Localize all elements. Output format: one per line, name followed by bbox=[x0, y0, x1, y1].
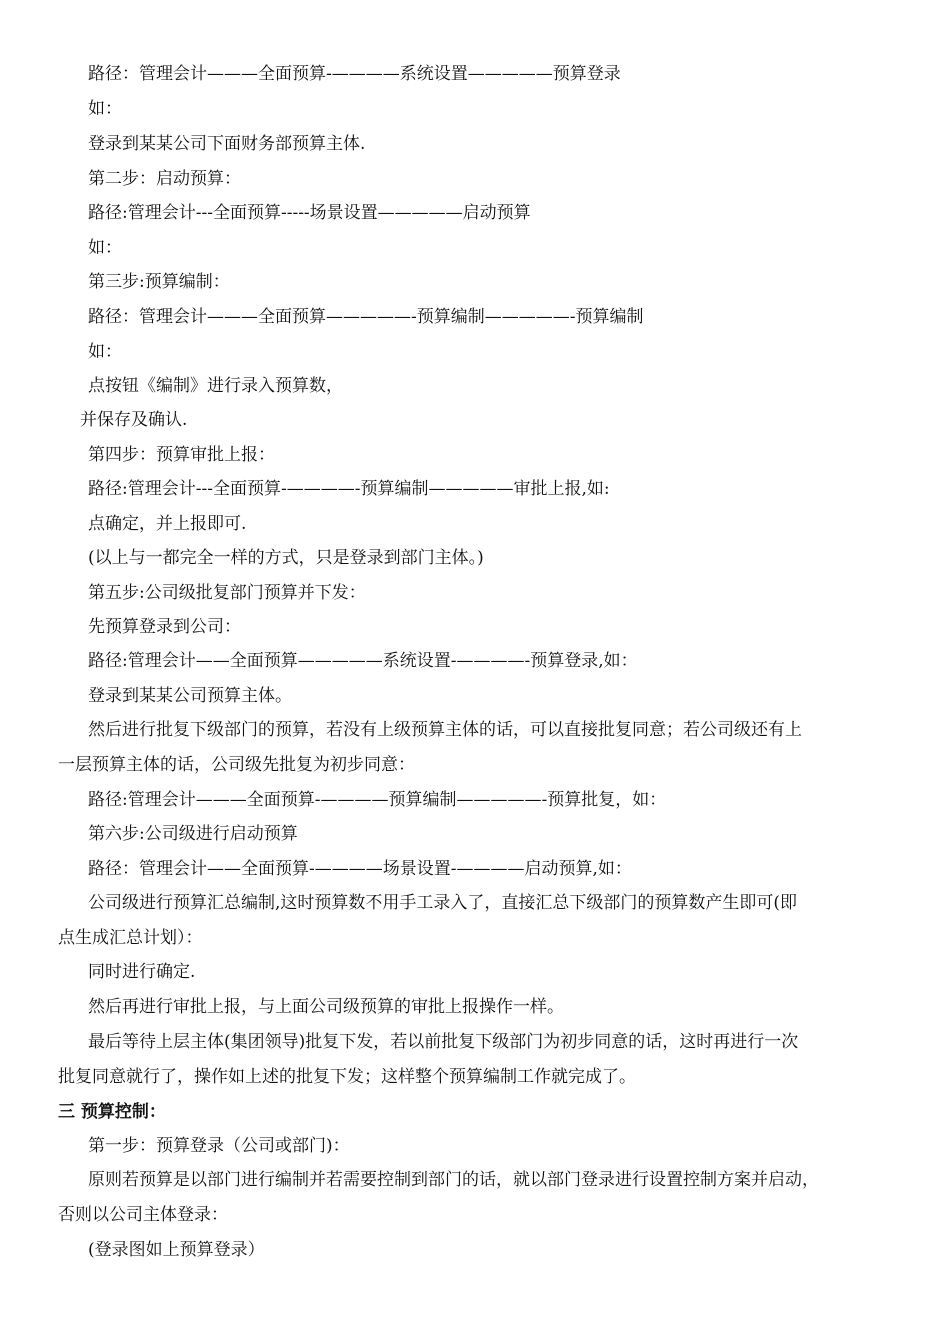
paragraph bbox=[0, 1168, 894, 1227]
example-label: 如： bbox=[88, 342, 122, 362]
step-heading: 第四步：预算审批上报： bbox=[88, 445, 275, 465]
path-budget-login: 路径：管理会计———全面预算-————系统设置—————预算登录 bbox=[88, 64, 621, 84]
paragraph-line: 公司级进行预算汇总编制,这时预算数不用手工录入了，直接汇总下级部门的预算数产生即可(即 bbox=[88, 893, 798, 913]
text-line: 并保存及确认. bbox=[80, 410, 188, 430]
paragraph-line: 然后进行批复下级部门的预算，若没有上级预算主体的话，可以直接批复同意；若公司级还有上 bbox=[88, 720, 802, 740]
step-heading: 第二步：启动预算： bbox=[88, 169, 241, 189]
paragraph-line: 批复同意就行了，操作如上述的批复下发；这样整个预算编制工作就完成了。 bbox=[58, 1067, 636, 1087]
example-label: 如： bbox=[88, 238, 122, 258]
paragraph bbox=[0, 891, 894, 950]
text-line: 点按钮《编制》进行录入预算数， bbox=[88, 376, 343, 396]
paragraph bbox=[0, 718, 894, 777]
step-heading: 第三步:预算编制： bbox=[88, 272, 230, 292]
path-start-budget: 路径:管理会计---全面预算-----场景设置—————启动预算 bbox=[88, 203, 531, 223]
note-line: (登录图如上预算登录） bbox=[88, 1240, 265, 1260]
path-approval-report: 路径:管理会计---全面预算-————-预算编制—————审批上报,如: bbox=[88, 479, 610, 499]
path-budget-approval: 路径:管理会计———全面预算-————预算编制—————-预算批复，如： bbox=[88, 790, 667, 810]
text-line: 登录到某某公司下面财务部预算主体. bbox=[88, 134, 366, 154]
section-heading: 三 预算控制： bbox=[58, 1102, 166, 1122]
paragraph-line: 否则以公司主体登录： bbox=[58, 1205, 228, 1225]
paragraph bbox=[0, 1030, 894, 1089]
path-start-budget: 路径：管理会计——全面预算-————场景设置-————启动预算,如： bbox=[88, 859, 632, 879]
paragraph-line: 原则若预算是以部门进行编制并若需要控制到部门的话，就以部门登录进行设置控制方案并启动， bbox=[88, 1170, 819, 1190]
text-line: 登录到某某公司预算主体。 bbox=[88, 686, 292, 706]
paragraph-line: 一层预算主体的话，公司级先批复为初步同意： bbox=[58, 755, 415, 775]
paragraph-line: 点生成汇总计划）： bbox=[58, 928, 203, 948]
example-label: 如： bbox=[88, 99, 122, 119]
text-line: 然后再进行审批上报，与上面公司级预算的审批上报操作一样。 bbox=[88, 997, 564, 1017]
step-heading: 第五步:公司级批复部门预算并下发： bbox=[88, 583, 366, 603]
path-budget-login: 路径:管理会计——全面预算—————系统设置-————-预算登录,如： bbox=[88, 651, 638, 671]
note-line: (以上与一都完全一样的方式，只是登录到部门主体。) bbox=[88, 548, 484, 568]
text-line: 同时进行确定. bbox=[88, 962, 196, 982]
path-budget-compile: 路径：管理会计———全面预算—————-预算编制—————-预算编制 bbox=[88, 307, 644, 327]
step-heading: 第一步：预算登录（公司或部门)： bbox=[88, 1136, 350, 1156]
text-line: 点确定，并上报即可. bbox=[88, 514, 247, 534]
text-line: 先预算登录到公司： bbox=[88, 617, 241, 637]
paragraph-line: 最后等待上层主体(集团领导)批复下发，若以前批复下级部门为初步同意的话，这时再进行一次 bbox=[88, 1032, 799, 1052]
step-heading: 第六步:公司级进行启动预算 bbox=[88, 824, 298, 844]
